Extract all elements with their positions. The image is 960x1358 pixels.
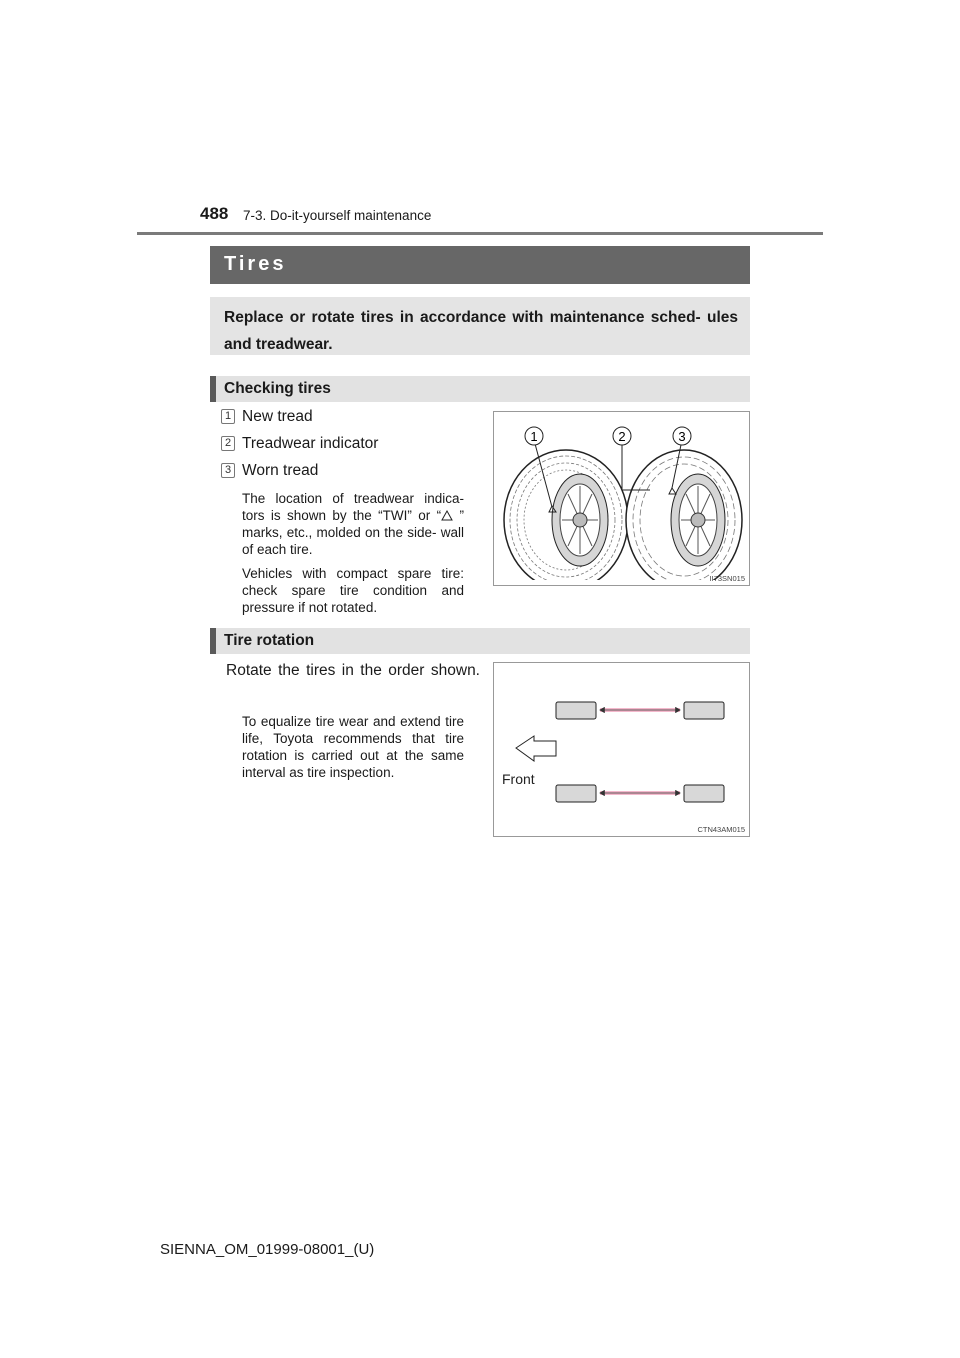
header-rule [137, 232, 823, 235]
rotation-figure-code: CTN43AM015 [697, 825, 745, 834]
rotation-note: To equalize tire wear and extend tire life, Toyota recommends that tire rotation is carried out at the same interval as tire inspection. [242, 714, 464, 780]
intro-text: Replace or rotate tires in accordance with maintenance sched- ules and treadwear. [224, 309, 738, 353]
callout-1 [525, 427, 543, 445]
intro-box [210, 297, 750, 355]
page-number: 488 [200, 204, 229, 223]
treadwear-location-note [242, 490, 464, 558]
tire-rotation-figure [493, 662, 750, 837]
rear-right-tire [684, 785, 724, 802]
front-label: Front [502, 771, 535, 787]
section-title-bar [210, 246, 750, 284]
item-marker-3: 3 [221, 463, 235, 478]
triangle-mark-icon [441, 510, 453, 521]
worn-tread-tire [626, 450, 742, 585]
checking-tires-heading [210, 376, 750, 402]
chapter-title: 7-3. Do-it-yourself maintenance [243, 208, 432, 223]
callout-2 [613, 427, 631, 445]
checking-tires-heading-text: Checking tires [224, 380, 331, 397]
section-title: Tires [224, 253, 287, 275]
treadwear-note-part1: The location of treadwear indica- tors is shown by the “TWI” or “ [242, 491, 464, 523]
treadwear-note-part2: ” marks, etc., molded on the side- wall of each tire. [242, 508, 464, 557]
svg-text:2: 2 [618, 429, 626, 444]
svg-text:1: 1 [530, 429, 538, 444]
item-marker-2: 2 [221, 436, 235, 451]
rotation-diagram [494, 663, 749, 836]
document-id: SIENNA_OM_01999-08001_(U) [160, 1241, 375, 1258]
callout-3 [673, 427, 691, 445]
spare-tire-note: Vehicles with compact spare tire: check spare tire condition and pressure if not rotated. [242, 566, 464, 615]
tire-figure-code: II73SN015 [709, 574, 745, 583]
tire-rotation-heading [210, 628, 750, 654]
front-right-tire [684, 702, 724, 719]
front-direction-arrow-icon [516, 736, 556, 761]
rotation-instruction-text: Rotate the tires in the order shown. [226, 662, 480, 679]
item-worn-tread: Worn tread [242, 462, 319, 479]
svg-text:3: 3 [678, 429, 686, 444]
item-marker-1: 1 [221, 409, 235, 424]
item-treadwear-indicator: Treadwear indicator [242, 435, 379, 452]
rear-left-tire [556, 785, 596, 802]
tire-illustration [494, 412, 749, 585]
front-left-tire [556, 702, 596, 719]
rotation-instruction [226, 660, 480, 682]
item-new-tread: New tread [242, 408, 313, 425]
tire-tread-figure [493, 411, 750, 586]
tire-rotation-heading-text: Tire rotation [224, 632, 315, 649]
new-tread-tire [504, 450, 628, 585]
